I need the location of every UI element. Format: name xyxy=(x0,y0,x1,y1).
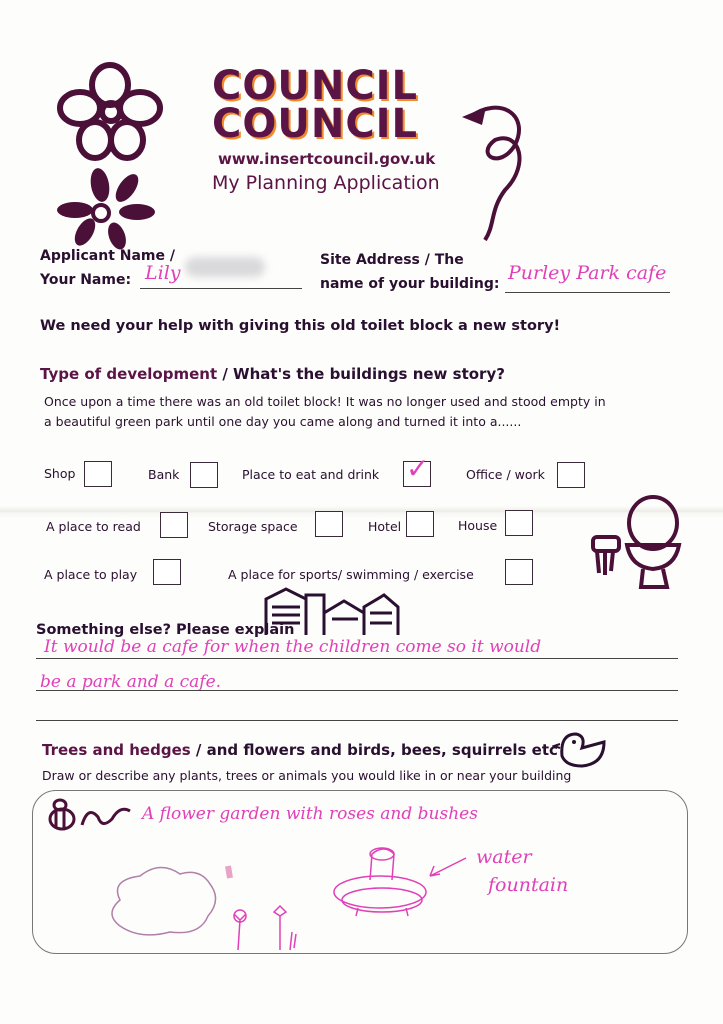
option-label-office: Office / work xyxy=(466,467,545,482)
council-url[interactable]: www.insertcouncil.gov.uk xyxy=(218,150,436,168)
site-underline xyxy=(505,292,670,293)
toilet-icon xyxy=(585,495,685,595)
site-label-2: name of your building: xyxy=(320,276,500,292)
applicant-name-value[interactable]: Lily xyxy=(145,262,181,284)
site-name-value[interactable]: Purley Park cafe xyxy=(508,262,667,284)
checkbox-storage[interactable] xyxy=(315,511,343,537)
checkbox-play[interactable] xyxy=(153,559,181,585)
water-label-1: water xyxy=(476,846,532,868)
form-title: My Planning Application xyxy=(212,172,440,194)
development-heading xyxy=(40,365,505,383)
story-line-2: a beautiful green park until one day you came along and turned it into a...... xyxy=(44,414,522,429)
applicant-label-2: Your Name: xyxy=(40,272,132,288)
option-label-hotel: Hotel xyxy=(368,519,402,534)
option-label-sports: A place for sports/ swimming / exercise xyxy=(228,567,474,582)
something-else-heading: Something else? Please explain xyxy=(36,622,295,638)
checkbox-house[interactable] xyxy=(505,510,533,536)
water-label-2: fountain xyxy=(488,874,569,896)
development-heading-main: Type of development xyxy=(40,365,218,383)
trees-instruction: Draw or describe any plants, trees or animals you would like in or near your building xyxy=(42,768,572,783)
option-label-eat-drink: Place to eat and drink xyxy=(242,467,380,482)
trees-heading-main: Trees and hedges xyxy=(42,741,191,759)
answer-line-3 xyxy=(36,720,678,721)
option-label-play: A place to play xyxy=(44,567,138,582)
garden-drawing-icon xyxy=(100,840,480,955)
bird-icon xyxy=(552,726,612,770)
checkbox-sports[interactable] xyxy=(505,559,533,585)
something-else-answer-2[interactable]: be a park and a cafe. xyxy=(40,672,222,692)
council-logo-line2: COUNCIL xyxy=(212,101,419,147)
option-label-shop: Shop xyxy=(44,466,76,481)
checkbox-read[interactable] xyxy=(160,512,188,538)
flower-doodles-icon xyxy=(55,60,165,250)
trees-heading xyxy=(42,741,558,759)
option-label-read: A place to read xyxy=(46,519,141,534)
option-label-storage: Storage space xyxy=(208,519,298,534)
bee-icon xyxy=(42,795,137,840)
checkbox-shop[interactable] xyxy=(84,461,112,487)
applicant-underline xyxy=(140,288,302,289)
checkbox-eat-drink[interactable] xyxy=(403,452,431,487)
checkbox-hotel[interactable] xyxy=(406,511,434,537)
council-logo-line1: COUNCIL xyxy=(212,63,419,109)
something-else-answer-1[interactable]: It would be a cafe for when the children come so it would xyxy=(44,637,542,657)
story-line-1: Once upon a time there was an old toilet block! It was no longer used and stood empty in xyxy=(44,394,606,409)
trees-heading-sub: / and flowers and birds, bees, squirrels etc xyxy=(195,741,558,759)
option-label-house: House xyxy=(458,518,498,533)
checkbox-office[interactable] xyxy=(557,462,585,488)
answer-line-2 xyxy=(36,690,678,691)
option-label-bank: Bank xyxy=(148,467,180,482)
site-label-1: Site Address / The xyxy=(320,252,464,268)
development-heading-sub: / What's the buildings new story? xyxy=(222,365,505,383)
redacted-surname xyxy=(185,257,265,277)
swirl-arrow-icon xyxy=(460,95,540,245)
checkbox-bank[interactable] xyxy=(190,462,218,488)
intro-text: We need your help with giving this old toilet block a new story! xyxy=(40,318,561,334)
answer-line-1 xyxy=(36,658,678,659)
trees-answer[interactable]: A flower garden with roses and bushes xyxy=(142,804,478,824)
check-mark-icon: ✓ xyxy=(406,452,430,485)
applicant-label-1: Applicant Name / xyxy=(40,248,175,264)
